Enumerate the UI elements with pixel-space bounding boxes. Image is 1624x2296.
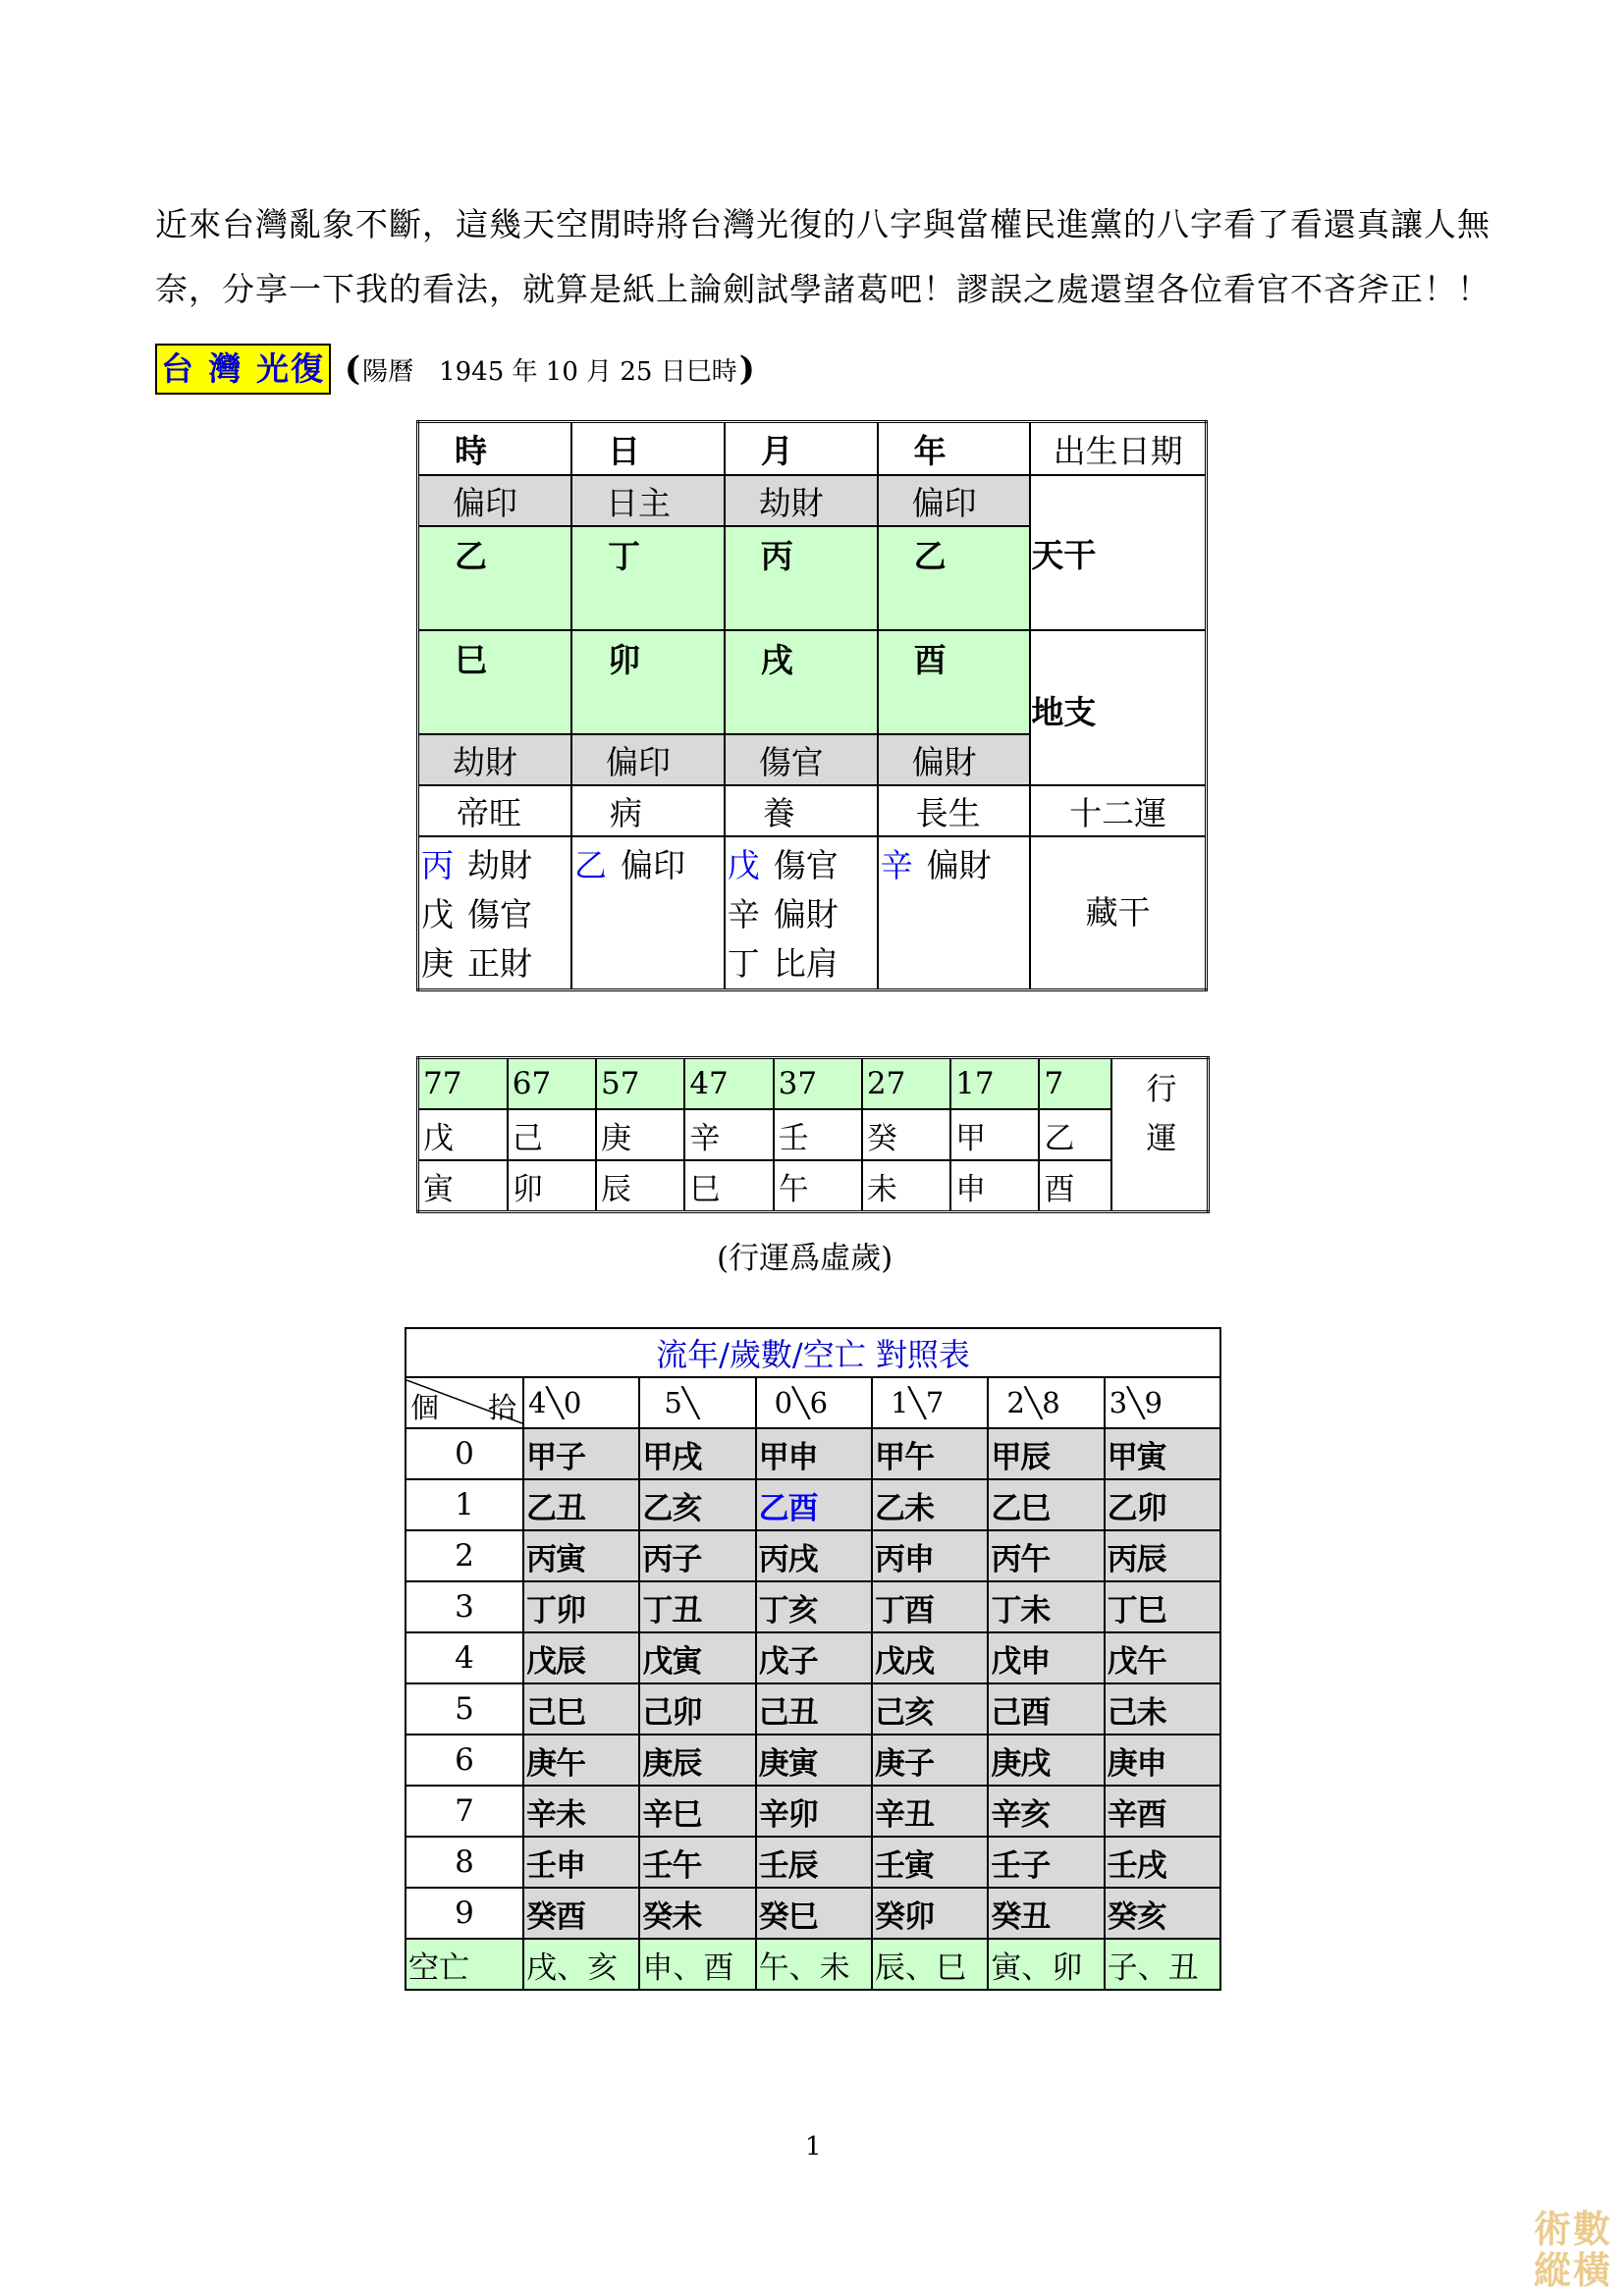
twelve-stage: 養 [725,785,878,836]
ganzhi-cell: 辛丑 [872,1786,988,1837]
hidden-stems-day [571,836,725,990]
table-row [406,1786,1220,1837]
ganzhi-cell: 丁未 [988,1581,1104,1632]
luck-side-label-2: 運 [1146,1121,1177,1156]
ganzhi-cell: 己卯 [639,1683,755,1735]
ganzhi-cell: 壬寅 [872,1837,988,1888]
intro-line-2: 奈，分享一下我的看法，就算是紙上論劍試學諸葛吧！謬誤之處還望各位看官不吝斧正！！ [155,270,1490,308]
hidden-god: 偏財 [773,895,839,934]
ganzhi-cell: 乙亥 [639,1479,755,1530]
corner-label-tens: 拾 [487,1391,516,1424]
ganzhi-cell: 丙寅 [523,1530,639,1581]
branch-god: 偏印 [571,734,725,785]
ganzhi-cell: 乙巳 [988,1479,1104,1530]
corner-cell [406,1377,523,1428]
ganzhi-cell: 丁巳 [1105,1581,1220,1632]
column-header: 1╲7 [872,1377,988,1428]
earthly-branch: 卯 [571,630,725,734]
ganzhi-cell: 癸丑 [988,1888,1104,1939]
hidden-stem: 辛 [880,846,913,884]
luck-side-label-1: 行 [1146,1072,1177,1107]
ganzhi-cell: 壬午 [639,1837,755,1888]
corner-label-units: 個 [410,1391,440,1424]
ganzhi-cell: 丙午 [988,1530,1104,1581]
ganzhi-cell: 丁卯 [523,1581,639,1632]
hidden-god: 正財 [467,944,532,983]
ganzhi-cell: 壬戌 [1105,1837,1220,1888]
intro-line-1: 近來台灣亂象不斷，這幾天空閒時將台灣光復的八字與當權民進黨的八字看了看還真讓人無 [155,205,1490,243]
ganzhi-cell: 辛卯 [756,1786,872,1837]
ganzhi-cell: 戊子 [756,1632,872,1683]
kongwang-label: 空亡 [406,1939,523,1990]
ganzhi-cell: 戊寅 [639,1632,755,1683]
table-row [406,1632,1220,1683]
ganzhi-cell: 乙丑 [523,1479,639,1530]
table-row [406,1683,1220,1735]
heading-date: 陽曆 1945 年 10 月 25 日巳時 [362,356,737,387]
ganzhi-cell: 丁酉 [872,1581,988,1632]
luck-age: 77 [418,1058,508,1110]
table-row [406,1581,1220,1632]
luck-stem: 乙 [1039,1109,1111,1160]
table-row [406,1888,1220,1939]
branch-god: 劫財 [418,734,571,785]
ganzhi-cell: 庚子 [872,1735,988,1786]
luck-branch: 午 [774,1160,862,1212]
column-header: 5╲ [639,1377,755,1428]
column-header: 時 [418,422,571,476]
luck-stem: 庚 [596,1109,684,1160]
reference-table-body [406,1428,1220,1939]
row-number: 8 [406,1837,523,1888]
stem-god: 偏印 [418,475,571,526]
ganzhi-cell: 丙子 [639,1530,755,1581]
kongwang-cell: 寅、卯 [988,1939,1104,1990]
ganzhi-cell: 丁丑 [639,1581,755,1632]
hidden-stem: 丙 [421,846,454,884]
ganzhi-cell: 庚戌 [988,1735,1104,1786]
hidden-god: 偏印 [620,846,685,884]
earthly-branch-label: 地支 [1030,630,1206,785]
heavenly-stem: 丁 [571,526,725,630]
column-header: 3╲9 [1105,1377,1220,1428]
hidden-stem: 庚 [421,944,454,983]
birth-date-label: 出生日期 [1030,422,1206,476]
luck-age: 67 [508,1058,596,1110]
ganzhi-cell: 癸亥 [1105,1888,1220,1939]
hidden-stem: 辛 [727,895,760,934]
luck-branch: 巳 [684,1160,773,1212]
ganzhi-cell: 己亥 [872,1683,988,1735]
kongwang-cell: 子、丑 [1105,1939,1220,1990]
earthly-branch: 巳 [418,630,571,734]
heavenly-stem: 丙 [725,526,878,630]
kongwang-cell: 午、未 [756,1939,872,1990]
hidden-stem: 乙 [573,846,607,884]
hidden-stems-year [878,836,1031,990]
ganzhi-cell: 丙申 [872,1530,988,1581]
hidden-god: 劫財 [467,846,532,884]
hidden-stems-hour [418,836,571,990]
earthly-branch: 戌 [725,630,878,734]
table-row [406,1428,1220,1479]
hidden-stem: 戊 [421,895,454,934]
ganzhi-cell: 甲子 [523,1428,639,1479]
ganzhi-cell: 戊辰 [523,1632,639,1683]
luck-branch: 辰 [596,1160,684,1212]
ganzhi-cell: 壬子 [988,1837,1104,1888]
stem-god: 劫財 [725,475,878,526]
column-header: 月 [725,422,878,476]
hidden-stem: 戊 [727,846,760,884]
ganzhi-cell: 甲辰 [988,1428,1104,1479]
intro-paragraph [155,192,1490,322]
ganzhi-cell: 甲戌 [639,1428,755,1479]
ganzhi-cell: 乙卯 [1105,1479,1220,1530]
branch-god: 傷官 [725,734,878,785]
row-number: 7 [406,1786,523,1837]
row-number: 4 [406,1632,523,1683]
table-row [406,1837,1220,1888]
column-header: 4╲0 [523,1377,639,1428]
hidden-god: 偏財 [926,846,992,884]
luck-branch: 寅 [418,1160,508,1212]
ganzhi-cell: 己丑 [756,1683,872,1735]
luck-stem: 己 [508,1109,596,1160]
hidden-stem: 丁 [727,944,760,983]
ganzhi-cell: 己未 [1105,1683,1220,1735]
ganzhi-cell: 壬辰 [756,1837,872,1888]
table-row [406,1735,1220,1786]
hidden-god: 比肩 [773,944,839,983]
luck-age: 17 [950,1058,1039,1110]
luck-stem: 壬 [774,1109,862,1160]
column-header: 0╲6 [756,1377,872,1428]
ganzhi-cell: 戊申 [988,1632,1104,1683]
luck-side-label [1111,1058,1209,1212]
section-heading [155,344,755,395]
luck-branch: 卯 [508,1160,596,1212]
heavenly-stem: 乙 [418,526,571,630]
twelve-stage: 長生 [878,785,1031,836]
luck-stem: 甲 [950,1109,1039,1160]
year-age-kongwang-table [405,1327,1221,1991]
row-number: 1 [406,1479,523,1530]
ganzhi-cell: 庚午 [523,1735,639,1786]
row-number: 2 [406,1530,523,1581]
luck-stem: 癸 [862,1109,950,1160]
stem-god: 偏印 [878,475,1031,526]
ganzhi-cell: 乙未 [872,1479,988,1530]
ganzhi-cell: 庚寅 [756,1735,872,1786]
luck-age: 27 [862,1058,950,1110]
earthly-branch: 酉 [878,630,1031,734]
row-number: 9 [406,1888,523,1939]
reference-table-title: 流年/歲數/空亡 對照表 [406,1328,1220,1377]
ganzhi-cell: 己酉 [988,1683,1104,1735]
hidden-stems-month [725,836,878,990]
ganzhi-cell: 癸卯 [872,1888,988,1939]
watermark-seal: 術數 縱橫 [1533,2207,1612,2292]
ganzhi-cell: 辛未 [523,1786,639,1837]
ganzhi-cell: 丙戌 [756,1530,872,1581]
hidden-god: 傷官 [467,895,532,934]
luck-age: 7 [1039,1058,1111,1110]
column-header: 2╲8 [988,1377,1104,1428]
row-number: 5 [406,1683,523,1735]
ganzhi-cell: 戊戌 [872,1632,988,1683]
luck-branch: 未 [862,1160,950,1212]
luck-age: 37 [774,1058,862,1110]
ganzhi-cell: 辛亥 [988,1786,1104,1837]
luck-note: (行運爲虛歲) [717,1241,893,1276]
ganzhi-cell: 戊午 [1105,1632,1220,1683]
twelve-stage-label: 十二運 [1030,785,1206,836]
heavenly-stem-label: 天干 [1030,475,1206,630]
branch-god: 偏財 [878,734,1031,785]
heading-title: 台 灣 光復 [155,344,331,395]
ganzhi-cell: 己巳 [523,1683,639,1735]
heavenly-stem: 乙 [878,526,1031,630]
column-header: 年 [878,422,1031,476]
bazi-chart [416,420,1208,991]
column-header: 日 [571,422,725,476]
luck-age: 57 [596,1058,684,1110]
ganzhi-cell: 辛酉 [1105,1786,1220,1837]
heading-open-paren: ( [344,349,361,389]
ganzhi-cell: 癸酉 [523,1888,639,1939]
luck-branch: 申 [950,1160,1039,1212]
kongwang-cell: 戌、亥 [523,1939,639,1990]
row-number: 0 [406,1428,523,1479]
luck-stem: 辛 [684,1109,773,1160]
ganzhi-cell: 壬申 [523,1837,639,1888]
ganzhi-cell: 丁亥 [756,1581,872,1632]
ganzhi-cell: 丙辰 [1105,1530,1220,1581]
ganzhi-cell: 甲申 [756,1428,872,1479]
kongwang-cell: 辰、巳 [872,1939,988,1990]
ganzhi-cell: 癸巳 [756,1888,872,1939]
hidden-stems-label: 藏干 [1030,836,1206,990]
kongwang-cell: 申、酉 [639,1939,755,1990]
ganzhi-cell: 甲寅 [1105,1428,1220,1479]
luck-stem: 戊 [418,1109,508,1160]
luck-age: 47 [684,1058,773,1110]
hidden-god: 傷官 [773,846,839,884]
ganzhi-cell: 癸未 [639,1888,755,1939]
table-row [406,1530,1220,1581]
luck-pillars-table [416,1056,1210,1213]
stem-god: 日主 [571,475,725,526]
ganzhi-cell: 庚申 [1105,1735,1220,1786]
row-number: 6 [406,1735,523,1786]
ganzhi-cell: 庚辰 [639,1735,755,1786]
ganzhi-cell: 乙酉 [756,1479,872,1530]
heading-close-paren: ) [738,349,755,389]
row-number: 3 [406,1581,523,1632]
twelve-stage: 帝旺 [418,785,571,836]
table-row [406,1479,1220,1530]
luck-branch: 酉 [1039,1160,1111,1212]
ganzhi-cell: 辛巳 [639,1786,755,1837]
page-number: 1 [805,2132,822,2162]
twelve-stage: 病 [571,785,725,836]
ganzhi-cell: 甲午 [872,1428,988,1479]
